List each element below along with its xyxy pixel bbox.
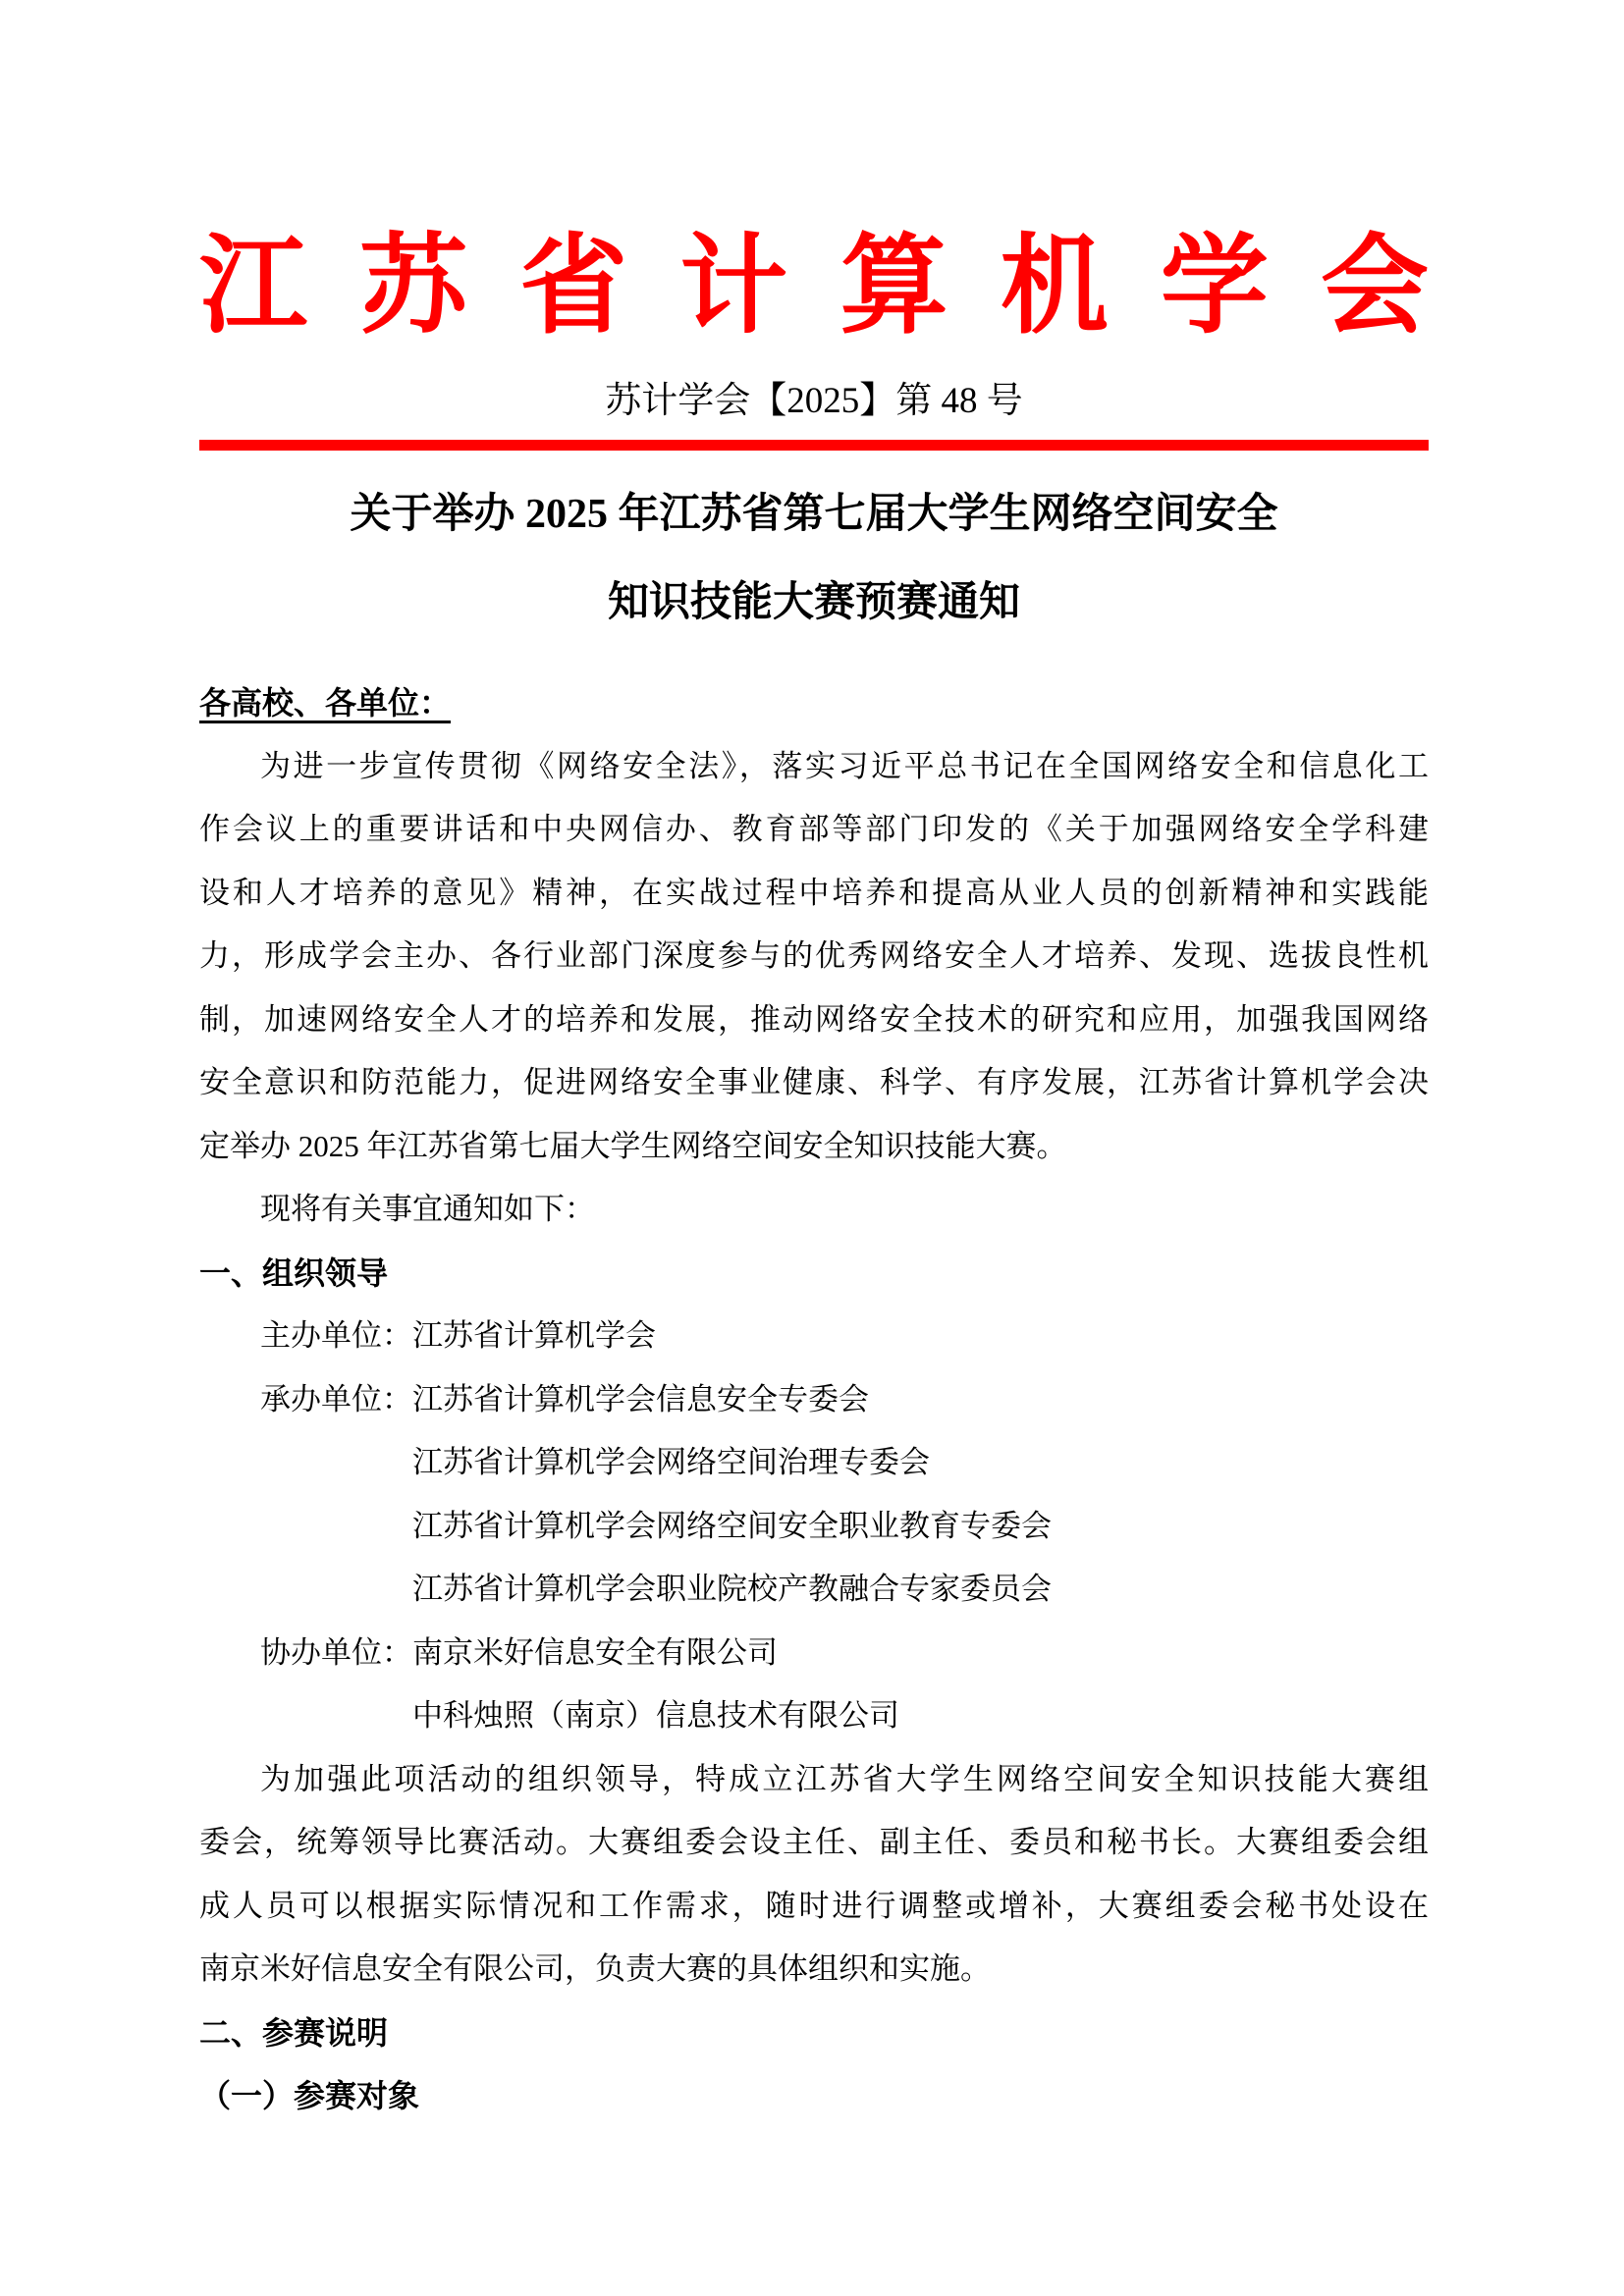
organizer-line: 江苏省计算机学会职业院校产教融合专家委员会 (412, 1572, 1052, 1606)
body-line: 为进一步宣传贯彻《网络安全法》，落实习近平总书记在全国网络安全和信息化工 (260, 748, 1429, 783)
red-divider (199, 440, 1429, 451)
body-line: 设和人才培养的意见》精神，在实战过程中培养和提高从业人员的创新精神和实践能 (199, 875, 1429, 910)
organizer-line: 主办单位：江苏省计算机学会 (260, 1318, 656, 1353)
doc-title-line2: 知识技能大赛预赛通知 (607, 580, 1020, 625)
doc-title-line1: 关于举办 2025 年江苏省第七届大学生网络空间安全 (350, 492, 1278, 537)
organizer-line: 江苏省计算机学会网络空间治理专委会 (412, 1445, 930, 1479)
body-line: 制，加速网络安全人才的培养和发展，推动网络安全技术的研究和应用，加强我国网络 (199, 1001, 1429, 1037)
organizer-line: 承办单位：江苏省计算机学会信息安全专委会 (260, 1381, 869, 1416)
doc-number: 苏计学会【2025】第 48 号 (605, 381, 1023, 421)
section-heading-1: 一、组织领导 (199, 1255, 389, 1291)
body-line: 现将有关事宜通知如下： (260, 1192, 595, 1226)
section-heading-2: 二、参赛说明 (199, 2014, 389, 2051)
organizer-line: 江苏省计算机学会网络空间安全职业教育专委会 (412, 1508, 1052, 1543)
org-title: 江 苏 省 计 算 机 学 会 (199, 227, 1429, 347)
body-line: 成人员可以根据实际情况和工作需求，随时进行调整或增补，大赛组委会秘书处设在 (199, 1888, 1429, 1923)
subsection-heading: （一）参赛对象 (199, 2078, 420, 2113)
body-line: 定举办 2025 年江苏省第七届大学生网络空间安全知识技能大赛。 (199, 1128, 1067, 1163)
body-line: 委会，统筹领导比赛活动。大赛组委会设主任、副主任、委员和秘书长。大赛组委会组 (199, 1825, 1429, 1859)
body-line: 安全意识和防范能力，促进网络安全事业健康、科学、有序发展，江苏省计算机学会决 (199, 1065, 1429, 1099)
body-line: 作会议上的重要讲话和中央网信办、教育部等部门印发的《关于加强网络安全学科建 (199, 812, 1429, 846)
body-line: 力，形成学会主办、各行业部门深度参与的优秀网络安全人才培养、发现、选拔良性机 (199, 938, 1429, 973)
salutation-line: 各高校、各单位： (199, 685, 452, 721)
body-line: 为加强此项活动的组织领导，特成立江苏省大学生网络空间安全知识技能大赛组 (260, 1761, 1429, 1796)
document-body (199, 671, 1429, 2128)
body-line: 南京米好信息安全有限公司，负责大赛的具体组织和实施。 (199, 1951, 991, 1986)
organizer-line: 中科烛照（南京）信息技术有限公司 (412, 1698, 899, 1733)
organizer-line: 协办单位：南京米好信息安全有限公司 (260, 1634, 778, 1670)
